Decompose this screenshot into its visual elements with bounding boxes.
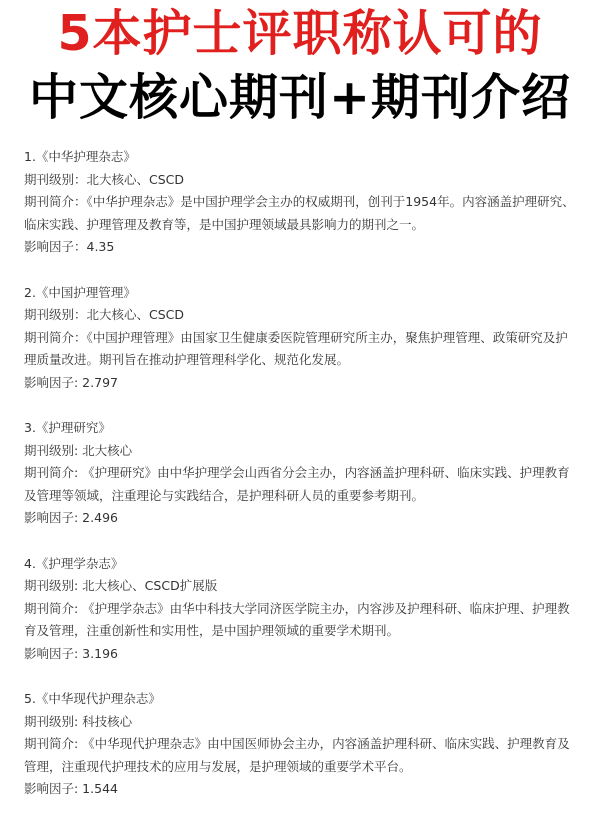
- journal-heading: 4.《护理学杂志》: [24, 555, 124, 571]
- journal-intro: 期刊简介：《中国护理管理》由国家卫生健康委医院管理研究所主办，聚焦护理管理、政策研究及护理质量改进。期刊旨在推动护理管理科学化、规范化发展。: [24, 329, 568, 367]
- journal-list: [24, 146, 580, 824]
- journal-heading: 3.《护理研究》: [24, 420, 111, 435]
- journal-intro: 期刊简介：《中华护理杂志》是中国护理学会主办的权威期刊，创刊于1954年。内容涵盖护理研究、临床实践、护理管理及教育等，是中国护理领域最具影响力的期刊之一。: [24, 194, 575, 232]
- journal-level: 期刊级别: 北大核心: [24, 442, 133, 458]
- journal-entry-3: [24, 417, 580, 530]
- title-line-2: 中文核心期刊+期刊介绍: [28, 69, 572, 126]
- journal-impact: 影响因子: 2.496: [24, 510, 118, 525]
- journal-impact: 影响因子：4.35: [24, 239, 115, 254]
- journal-impact: 影响因子: 3.196: [24, 645, 118, 661]
- journal-level: 期刊级别: 科技核心: [24, 713, 133, 729]
- journal-level: 期刊级别：北大核心、CSCD: [24, 171, 185, 187]
- journal-entry-2: [24, 282, 580, 395]
- journal-intro: 期刊简介: 《护理研究》由中华护理学会山西省分会主办，内容涵盖护理科研、临床实践、护理教育及管理等领域，注重理论与实践结合，是护理科研人员的重要参考期刊。: [24, 465, 570, 503]
- journal-level: 期刊级别：北大核心、CSCD: [24, 307, 185, 322]
- journal-intro: 期刊简介: 《中华现代护理杂志》由中国医师协会主办，内容涵盖护理科研、临床实践、护理教育及管理，注重现代护理技术的应用与发展，是护理领域的重要学术平台。: [24, 736, 570, 774]
- journal-intro: 期刊简介: 《护理学杂志》由华中科技大学同济医学院主办，内容涉及护理科研、临床护理、护理教育及管理，注重创新性和实用性，是中国护理领域的重要学术期刊。: [24, 600, 570, 638]
- journal-level: 期刊级别: 北大核心、CSCD扩展版: [24, 578, 218, 593]
- journal-entry-5: [24, 688, 580, 801]
- journal-impact: 影响因子: 2.797: [24, 374, 118, 390]
- journal-impact: 影响因子: 1.544: [24, 781, 118, 796]
- journal-heading: 5.《中华现代护理杂志》: [24, 691, 161, 706]
- title-line-1: 5本护士评职称认可的: [57, 5, 543, 62]
- journal-heading: 1.《中华护理杂志》: [24, 149, 136, 164]
- journal-entry-1: [24, 146, 580, 259]
- journal-entry-4: [24, 553, 580, 666]
- journal-heading: 2.《中国护理管理》: [24, 284, 136, 300]
